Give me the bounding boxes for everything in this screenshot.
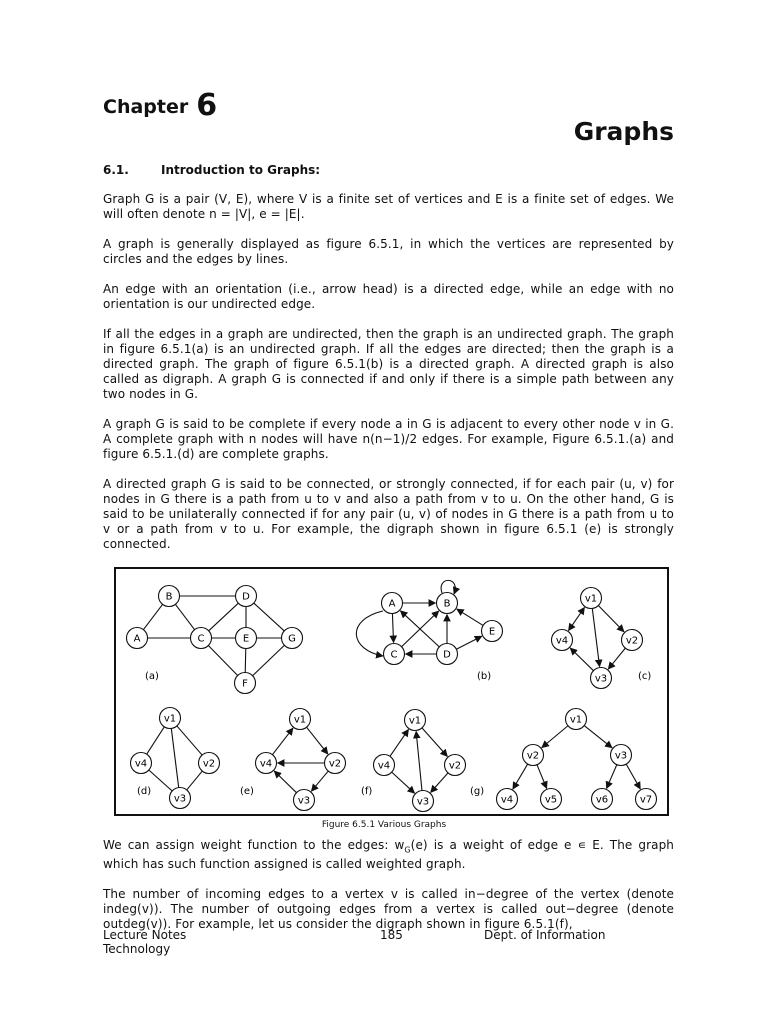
node-label-c-v4: v4 — [555, 635, 569, 647]
node-label-f-v1: v1 — [408, 715, 422, 727]
footer-lecture-notes: Lecture Notes — [103, 928, 187, 942]
paragraph: A graph is generally displayed as figure 6.5.1, in which the vertices are represented by circles and the edges by lines. — [103, 237, 674, 266]
paragraph: If all the edges in a graph are undirected, then the graph is an undirected graph. The graph in figure 6.5.1(a) is an undirected graph. If all the edges are directed; then the graph is a directed graph. The graph of figure 6.5.1(b) is a directed graph. A directed graph is also called as digraph. A graph G is connected if and only if there is a simple path between any two nodes in G. — [103, 327, 674, 401]
edge-e-v3-v4 — [274, 771, 296, 793]
node-label-f-v4: v4 — [377, 760, 391, 772]
node-label-e-v2: v2 — [328, 758, 342, 770]
edge-b-D-E — [456, 636, 481, 649]
node-label-a-a: A — [133, 633, 141, 645]
node-label-e-v4: v4 — [259, 758, 273, 770]
chapter-heading — [103, 86, 217, 121]
node-label-g-v4: v4 — [500, 794, 514, 806]
node-label-d-v4: v4 — [134, 758, 148, 770]
paragraph: A graph G is said to be complete if every node a in G is adjacent to every other node v in G. A complete graph with n nodes will have n(n−1)/2 edges. For example, Figure 6.5.1.(a) and figure 6.5.1.(d) are complete graphs. — [103, 417, 674, 461]
chapter-number: 6 — [196, 88, 218, 123]
edge-c-v1-v2 — [598, 606, 624, 632]
node-label-a-g: G — [288, 633, 296, 645]
paragraph: A directed graph G is said to be connected, or strongly connected, if for each pair (u, v) for nodes in G there is a path from u to v and also a path from v to u. On the other hand, G is said to be unilaterally connected if for any pair (u, v) of nodes in G there is a path from u to v or a path from v to u. For example, the digraph shown in figure 6.5.1 (e) is strongly connected. — [103, 477, 674, 551]
edge-g-v1-v3 — [584, 726, 612, 748]
node-label-g-v5: v5 — [544, 794, 558, 806]
graphs-figure — [114, 567, 669, 816]
panel-label-c: (c) — [638, 671, 652, 682]
node-label-a-b: B — [165, 591, 173, 603]
edge-a-C-D — [209, 603, 239, 631]
edge-e-v2-v3 — [311, 771, 328, 791]
panel-label-f: (f) — [361, 786, 373, 797]
node-label-c-v2: v2 — [625, 635, 639, 647]
node-label-f-v3: v3 — [416, 796, 430, 808]
edge-f-v4-v3 — [392, 772, 415, 793]
node-label-b-a: A — [388, 598, 396, 610]
edge-f-v1-v2 — [422, 728, 447, 757]
panel-label-d: (d) — [137, 786, 152, 797]
panel-label-b: (b) — [477, 671, 492, 682]
edge-g-v3-v6 — [607, 765, 617, 789]
section-number: 6.1. — [103, 163, 129, 177]
node-label-a-e: E — [242, 633, 250, 645]
paragraph: Graph G is a pair (V, E), where V is a finite set of vertices and E is a finite set of edges. We will often denote n = |V|, e = |E|. — [103, 192, 674, 221]
degree-paragraph: The number of incoming edges to a vertex v is called in−degree of the vertex (denote indeg(v)). The number of outgoing edges from a vertex is called out−degree (denote outdeg(v)). For example, let us consider the digraph shown in figure 6.5.1(f), — [103, 887, 674, 932]
edge-a-E-F — [245, 648, 246, 672]
body-text — [103, 192, 674, 567]
weight-text-after: (e) is a weight of edge e ∊ E. The graph which has such function assigned is called weighted graph. — [103, 838, 674, 872]
node-label-b-d: D — [443, 649, 451, 661]
page-title: Graphs — [573, 117, 674, 146]
edge-b-B-self-loop — [441, 580, 455, 594]
edge-g-v1-v2 — [542, 726, 568, 748]
weight-subscript: G — [404, 845, 411, 855]
edge-g-v2-v5 — [537, 765, 547, 789]
node-label-e-v1: v1 — [293, 714, 307, 726]
section-title: Introduction to Graphs: — [161, 163, 321, 177]
edge-c-v3-v4 — [570, 648, 593, 671]
edge-b-A-C — [392, 613, 393, 642]
panel-label-e: (e) — [240, 786, 254, 797]
node-label-c-v3: v3 — [594, 673, 608, 685]
node-label-g-v7: v7 — [639, 794, 653, 806]
edge-c-v4-v1 — [569, 607, 585, 630]
edge-b-E-B — [457, 609, 483, 625]
node-label-b-c: C — [390, 649, 398, 661]
edge-e-v1-v2 — [307, 727, 328, 754]
node-label-g-v1: v1 — [569, 714, 583, 726]
edge-c-v1-v3 — [592, 608, 599, 666]
node-label-c-v1: v1 — [584, 593, 598, 605]
node-label-d-v3: v3 — [173, 793, 187, 805]
node-label-e-v3: v3 — [297, 795, 311, 807]
footer-technology: Technology — [103, 942, 171, 956]
edge-f-v4-v1 — [390, 729, 409, 756]
edge-c-v2-v3 — [608, 648, 625, 669]
node-label-g-v3: v3 — [614, 750, 628, 762]
edge-f-v3-v1 — [416, 731, 422, 790]
node-label-g-v6: v6 — [595, 794, 609, 806]
edge-g-v2-v4 — [513, 764, 528, 789]
edge-d-v1-v4 — [147, 727, 165, 754]
edge-a-B-C — [175, 604, 194, 629]
page-number: 185 — [380, 928, 403, 942]
edge-f-v2-v3 — [431, 773, 448, 793]
footer-left — [103, 928, 223, 956]
node-label-d-v2: v2 — [202, 758, 216, 770]
node-label-d-v1: v1 — [163, 713, 177, 725]
node-label-f-v2: v2 — [448, 760, 462, 772]
paragraph: An edge with an orientation (i.e., arrow head) is a directed edge, while an edge with no orientation is our undirected edge. — [103, 282, 674, 311]
node-label-a-d: D — [242, 591, 250, 603]
node-label-g-v2: v2 — [526, 750, 540, 762]
weight-text-before: We can assign weight function to the edges: w — [103, 838, 405, 852]
edge-a-F-G — [253, 645, 285, 675]
node-label-b-b: B — [443, 598, 451, 610]
edge-d-v2-v3 — [187, 771, 203, 790]
edge-a-A-B — [143, 604, 162, 629]
panel-label-g: (g) — [470, 786, 485, 797]
footer-right: Dept. of Information — [484, 928, 606, 942]
edge-d-v1-v3 — [171, 728, 178, 787]
chapter-word: Chapter — [103, 96, 189, 118]
node-label-a-c: C — [197, 633, 205, 645]
weight-paragraph — [103, 838, 674, 872]
edge-g-v3-v7 — [626, 764, 640, 789]
edge-a-D-G — [254, 603, 284, 631]
node-label-a-f: F — [242, 678, 248, 690]
edge-d-v1-v2 — [177, 726, 202, 755]
edge-a-C-F — [208, 646, 237, 676]
edge-b-A-C-curve — [356, 611, 383, 656]
node-label-b-e: E — [488, 626, 496, 638]
graphs-diagram — [114, 567, 669, 816]
edge-d-v3-v4 — [149, 770, 172, 791]
figure-caption: Figure 6.5.1 Various Graphs — [321, 820, 447, 830]
section-heading — [103, 163, 320, 177]
edge-e-v4-v1 — [272, 728, 293, 755]
panel-label-a: (a) — [145, 671, 159, 682]
